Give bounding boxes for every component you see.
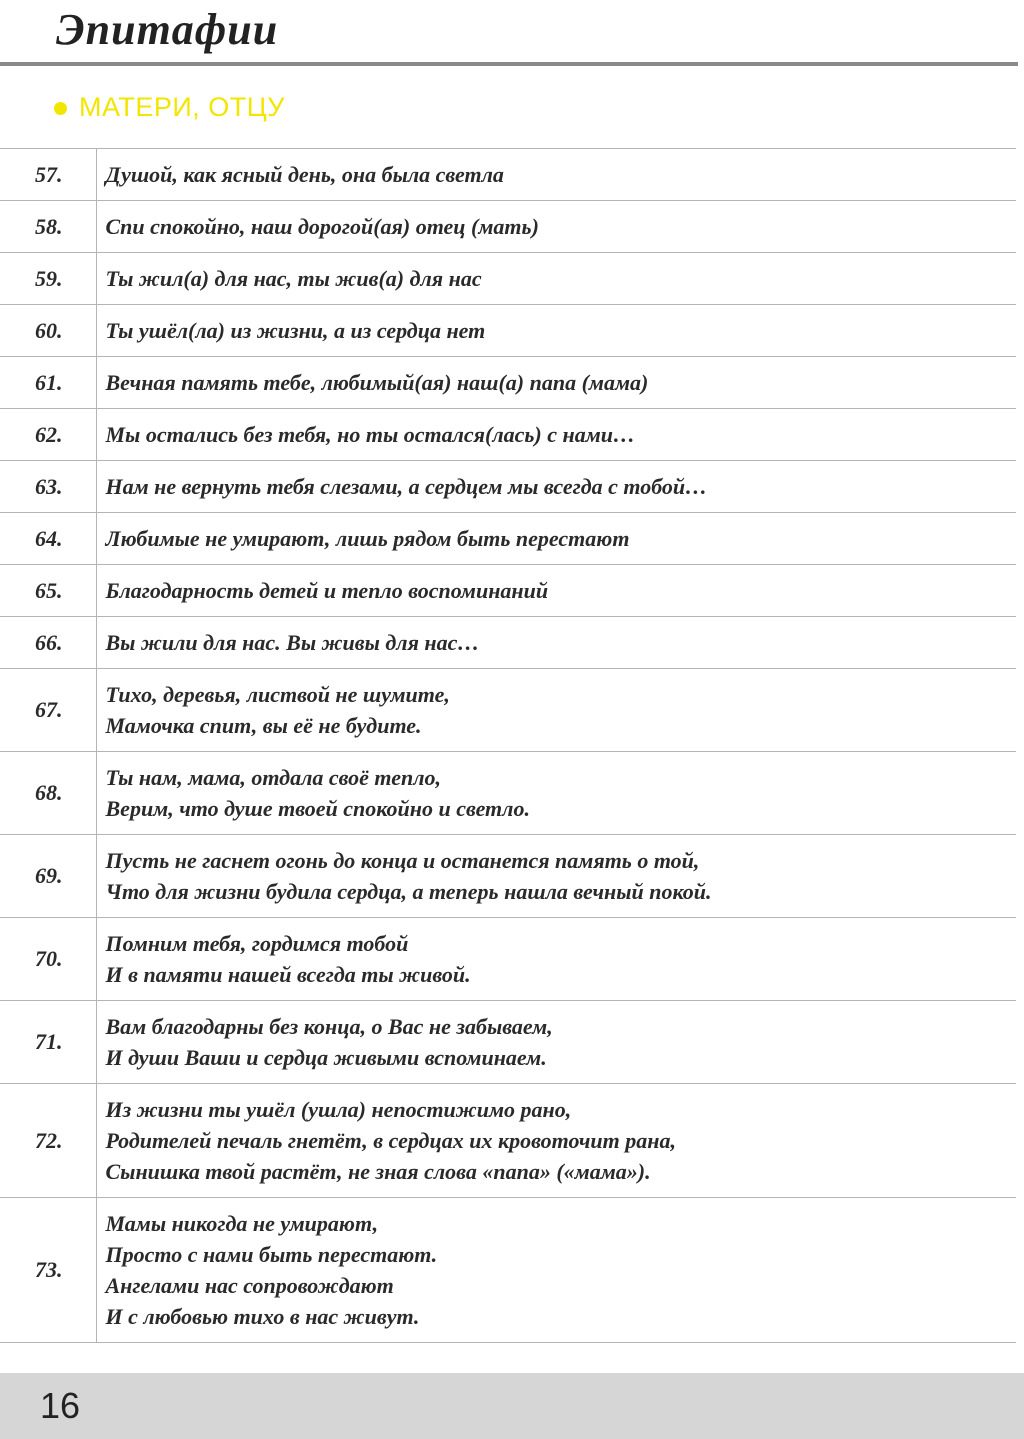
epitaph-text xyxy=(96,752,1016,835)
epitaph-line: Мамочка спит, вы её не будите. xyxy=(105,713,422,738)
epitaph-line: Вам благодарны без конца, о Вас не забываем, xyxy=(105,1014,553,1039)
epitaph-line: Тихо, деревья, листвой не шумите, xyxy=(105,682,450,707)
epitaph-line: Спи спокойно, наш дорогой(ая) отец (мать) xyxy=(105,214,539,239)
epitaph-line: Ты ушёл(ла) из жизни, а из сердца нет xyxy=(105,318,486,343)
epitaph-text xyxy=(96,513,1016,565)
epitaph-line: Ты жил(а) для нас, ты жив(а) для нас xyxy=(105,266,482,291)
epitaph-number: 67. xyxy=(0,669,96,752)
epitaph-row xyxy=(0,565,1016,617)
epitaph-number: 73. xyxy=(0,1198,96,1343)
epitaph-line: Вы жили для нас. Вы живы для нас… xyxy=(105,630,480,655)
epitaph-number: 58. xyxy=(0,201,96,253)
epitaph-text xyxy=(96,1198,1016,1343)
epitaph-line: Вечная память тебе, любимый(ая) наш(а) папа (мама) xyxy=(105,370,649,395)
epitaph-line: Что для жизни будила сердца, а теперь нашла вечный покой. xyxy=(105,879,712,904)
epitaph-row xyxy=(0,149,1016,201)
page-title: Эпитафии xyxy=(56,5,279,54)
epitaph-line: Верим, что душе твоей спокойно и светло. xyxy=(105,796,530,821)
epitaph-number: 65. xyxy=(0,565,96,617)
epitaph-line: Ты нам, мама, отдала своё тепло, xyxy=(105,765,442,790)
epitaph-line: Нам не вернуть тебя слезами, а сердцем мы всегда с тобой… xyxy=(105,474,708,499)
epitaph-row xyxy=(0,752,1016,835)
epitaph-number: 68. xyxy=(0,752,96,835)
epitaph-text xyxy=(96,565,1016,617)
epitaph-line: Сынишка твой растёт, не зная слова «папа» («мама»). xyxy=(105,1159,651,1184)
epitaph-number: 66. xyxy=(0,617,96,669)
epitaph-line: Родителей печаль гнетёт, в сердцах их кровоточит рана, xyxy=(105,1128,676,1153)
epitaph-row xyxy=(0,201,1016,253)
footer-bar xyxy=(0,1373,1024,1439)
epitaph-number: 71. xyxy=(0,1001,96,1084)
epitaph-line: Любимые не умирают, лишь рядом быть перестают xyxy=(105,526,630,551)
epitaph-line: Душой, как ясный день, она была светла xyxy=(105,162,504,187)
epitaph-text xyxy=(96,409,1016,461)
epitaph-number: 59. xyxy=(0,253,96,305)
epitaph-line: Благодарность детей и тепло воспоминаний xyxy=(105,578,549,603)
epitaph-row xyxy=(0,669,1016,752)
epitaph-number: 64. xyxy=(0,513,96,565)
epitaph-text xyxy=(96,617,1016,669)
epitaph-text xyxy=(96,835,1016,918)
epitaph-line: Мы остались без тебя, но ты остался(лась) с нами… xyxy=(105,422,636,447)
epitaph-number: 63. xyxy=(0,461,96,513)
epitaph-list xyxy=(0,149,1016,1343)
epitaph-line: И души Ваши и сердца живыми вспоминаем. xyxy=(105,1045,547,1070)
epitaph-row xyxy=(0,409,1016,461)
epitaph-text xyxy=(96,357,1016,409)
epitaph-number: 57. xyxy=(0,149,96,201)
epitaph-number: 60. xyxy=(0,305,96,357)
epitaph-row xyxy=(0,617,1016,669)
epitaph-row xyxy=(0,835,1016,918)
epitaph-row xyxy=(0,461,1016,513)
epitaph-row xyxy=(0,305,1016,357)
title-divider xyxy=(0,62,1018,66)
epitaph-text xyxy=(96,305,1016,357)
page-number: 16 xyxy=(40,1385,81,1426)
epitaph-row xyxy=(0,918,1016,1001)
epitaph-text xyxy=(96,253,1016,305)
epitaph-line: И с любовью тихо в нас живут. xyxy=(105,1304,420,1329)
epitaph-text xyxy=(96,201,1016,253)
epitaph-row xyxy=(0,513,1016,565)
epitaph-row xyxy=(0,1198,1016,1343)
epitaph-number: 62. xyxy=(0,409,96,461)
epitaph-line: Помним тебя, гордимся тобой xyxy=(105,931,409,956)
epitaph-number: 61. xyxy=(0,357,96,409)
epitaph-table xyxy=(0,148,1016,1343)
epitaph-text xyxy=(96,669,1016,752)
epitaph-number: 69. xyxy=(0,835,96,918)
epitaph-row xyxy=(0,1001,1016,1084)
epitaph-line: Просто с нами быть перестают. xyxy=(105,1242,438,1267)
epitaph-number: 70. xyxy=(0,918,96,1001)
epitaph-row xyxy=(0,357,1016,409)
epitaph-text xyxy=(96,918,1016,1001)
epitaph-text xyxy=(96,461,1016,513)
bullet-icon xyxy=(54,102,67,115)
epitaph-text xyxy=(96,1001,1016,1084)
epitaph-line: Из жизни ты ушёл (ушла) непостижимо рано, xyxy=(105,1097,572,1122)
epitaph-row xyxy=(0,1084,1016,1198)
epitaph-line: Пусть не гаснет огонь до конца и останется память о той, xyxy=(105,848,700,873)
section-title: МАТЕРИ, ОТЦУ xyxy=(79,92,285,122)
epitaph-text xyxy=(96,149,1016,201)
epitaph-row xyxy=(0,253,1016,305)
epitaph-line: Мамы никогда не умирают, xyxy=(105,1211,379,1236)
epitaph-number: 72. xyxy=(0,1084,96,1198)
epitaph-line: И в памяти нашей всегда ты живой. xyxy=(105,962,471,987)
section-heading xyxy=(54,92,285,123)
epitaph-line: Ангелами нас сопровождают xyxy=(105,1273,394,1298)
epitaph-text xyxy=(96,1084,1016,1198)
